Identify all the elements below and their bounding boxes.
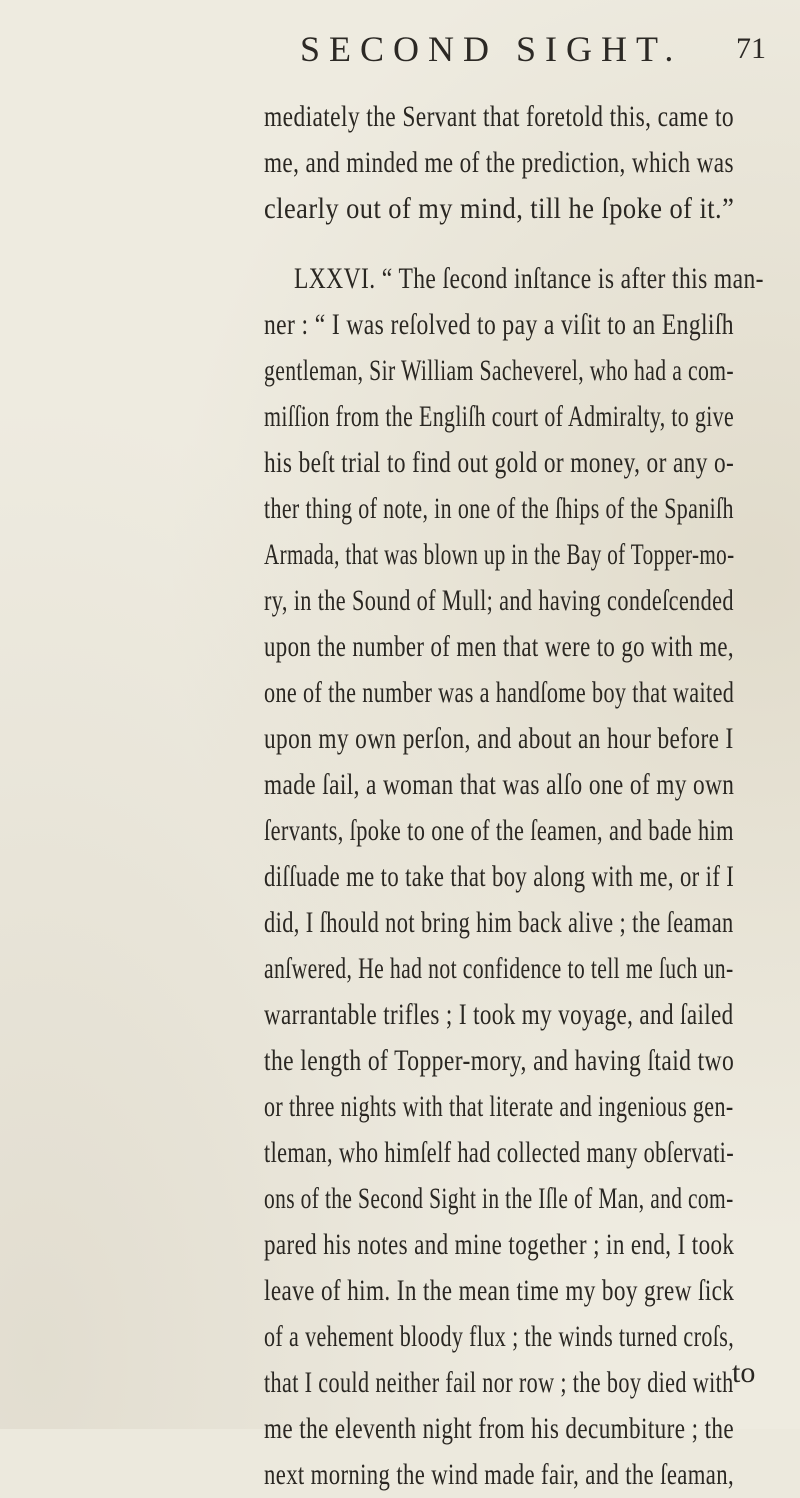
text-line: LXXVI. “ The ſecond inſtance is after this man- — [294, 262, 764, 295]
text-line: gentleman, Sir William Sacheverel, who had a com- — [264, 354, 734, 387]
text-line: diſſuade me to take that boy along with me, or if I — [264, 860, 735, 893]
text-line: Armada, that was blown up in the Bay of Topper-mo- — [264, 538, 735, 571]
text-line: ner : “ I was reſolved to pay a viſit to an Engliſh — [264, 308, 734, 341]
text-line: ry, in the Sound of Mull; and having condeſcended — [264, 584, 734, 617]
text-line: of a vehement bloody flux ; the winds turned croſs, — [264, 1320, 735, 1353]
text-line: next morning the wind made fair, and the ſeaman, — [264, 1458, 735, 1491]
text-line: the length of Topper-mory, and having ſtaid two — [264, 1044, 735, 1077]
text-line — [264, 232, 734, 256]
text-line: anſwered, He had not confidence to tell me ſuch un- — [264, 952, 734, 985]
text-line: or three nights with that literate and ingenious gen- — [264, 1090, 734, 1123]
text-line: tleman, who himſelf had collected many obſervati- — [264, 1136, 735, 1169]
text-line: leave of him. In the mean time my boy grew ſick — [264, 1274, 735, 1307]
text-line: mediately the Servant that foretold this, came to — [264, 100, 734, 133]
text-line: ons of the Second Sight in the Iſle of Man, and com- — [264, 1182, 734, 1215]
catchword: to — [732, 1356, 756, 1389]
text-line: ſervants, ſpoke to one of the ſeamen, and bade him — [264, 814, 734, 847]
text-line: clearly out of my mind, till he ſpoke of it.” — [264, 192, 735, 225]
text-line: upon my own perſon, and about an hour before I — [264, 722, 734, 755]
page-header — [0, 28, 800, 78]
text-line: made ſail, a woman that was alſo one of my own — [264, 768, 735, 801]
text-line: warrantable trifles ; I took my voyage, and ſailed — [264, 998, 734, 1031]
text-line: his beſt trial to find out gold or money, or any o- — [264, 446, 735, 479]
text-line: ther thing of note, in one of the ſhips of the Spaniſh — [264, 492, 734, 525]
body-text — [264, 94, 764, 1498]
text-line: upon the number of men that were to go with me, — [264, 630, 734, 663]
text-line: that I could neither fail nor row ; the boy died with — [264, 1366, 734, 1399]
text-line: me, and minded me of the prediction, which was — [264, 146, 734, 179]
page-number: 71 — [736, 32, 766, 65]
text-line: one of the number was a handſome boy that waited — [264, 676, 735, 709]
text-line: pared his notes and mine together ; in end, I took — [264, 1228, 735, 1261]
text-line: miſſion from the Engliſh court of Admiralty, to give — [264, 400, 735, 433]
text-line: me the eleventh night from his decumbiture ; the — [264, 1412, 735, 1445]
running-head: SECOND SIGHT. — [300, 29, 683, 69]
text-line: did, I ſhould not bring him back alive ; the ſeaman — [264, 906, 734, 939]
